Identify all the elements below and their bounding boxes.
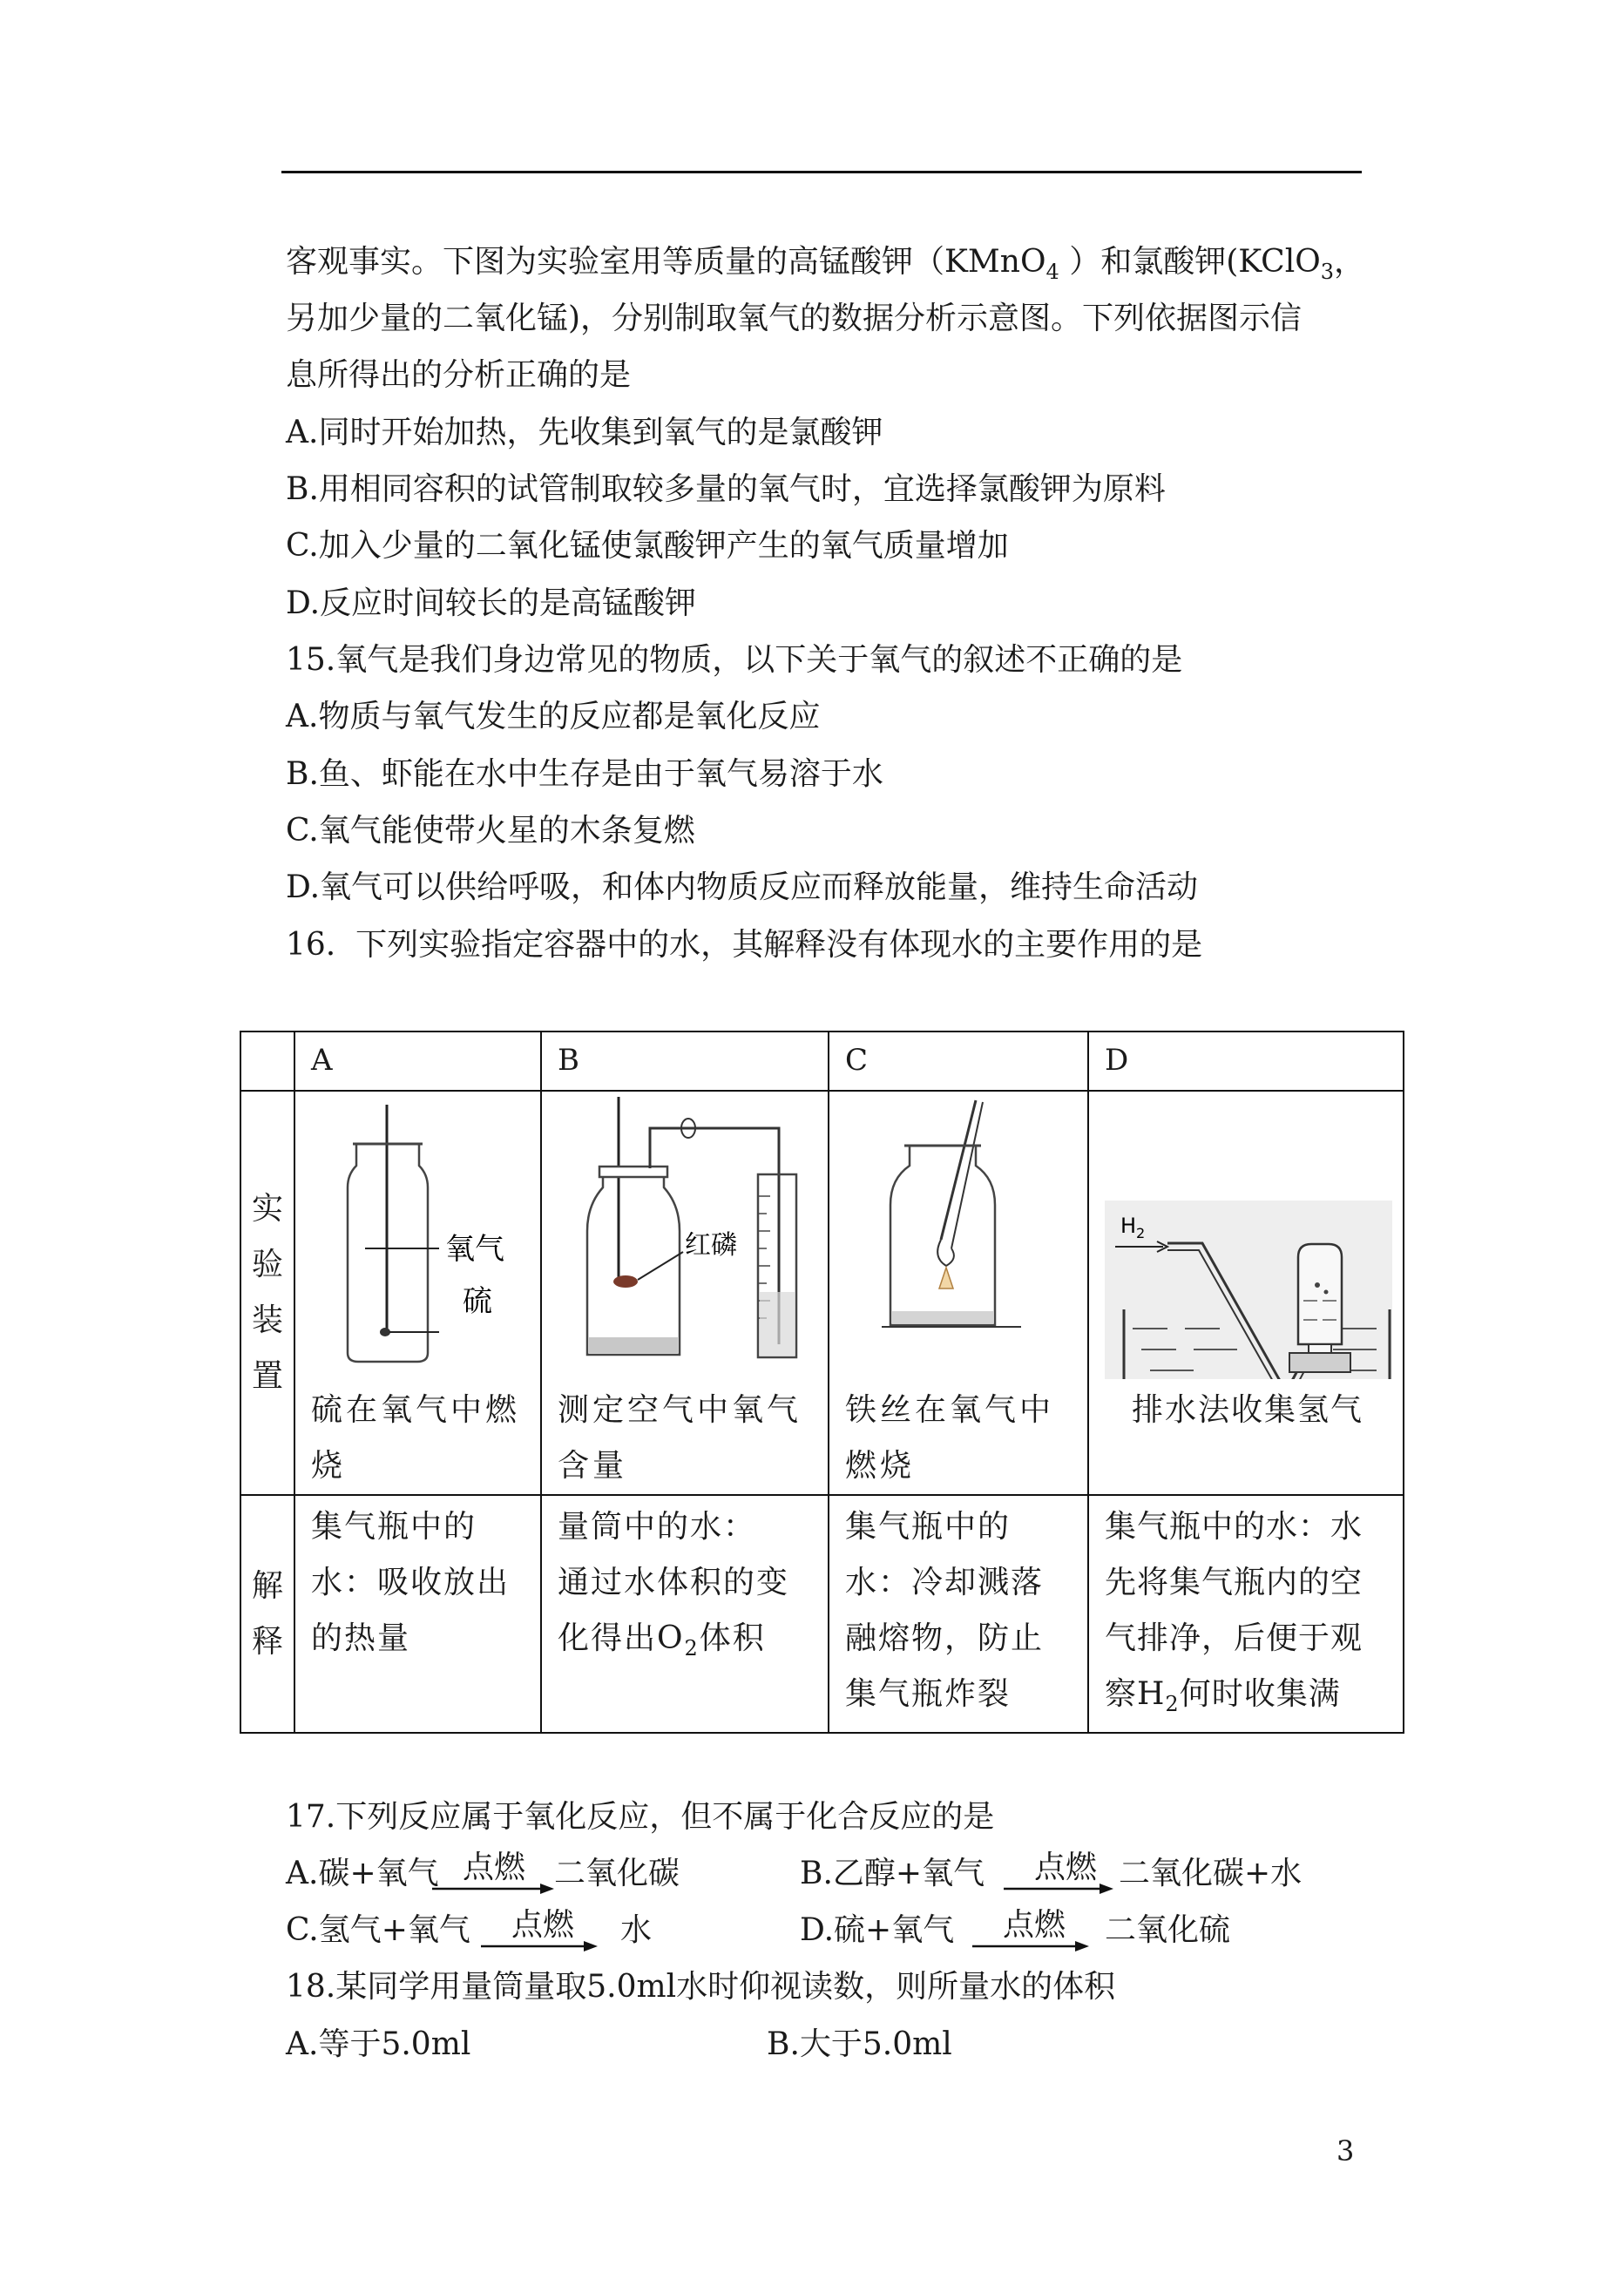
cell-apparatus-b (541, 1091, 829, 1495)
intro-line-2: 另加少量的二氧化锰)，分别制取氧气的数据分析示意图。下列依据图示信 (286, 301, 1303, 336)
q15-option-b: B.鱼、虾能在水中生存是由于氧气易溶于水 (286, 756, 883, 792)
caption-d: 排水法收集氢气 (1131, 1392, 1363, 1428)
q18-option-a: A.等于5.0ml (286, 2026, 471, 2062)
label-oxygen: 氧气 (445, 1232, 504, 1267)
caption-c: 铁丝在氧气中燃烧 (845, 1392, 1055, 1484)
experiment-table (240, 1031, 1404, 1734)
q17-b-right: 二氧化碳+水 (1119, 1856, 1303, 1891)
cell-apparatus-d (1088, 1091, 1404, 1495)
q18-stem: 18.某同学用量筒量取5.0ml水时仰视读数，则所量水的体积 (286, 1969, 1116, 2005)
iron-wire-diagram (829, 1092, 1087, 1379)
sulfur-burning-diagram (295, 1092, 539, 1379)
q14-option-b: B.用相同容积的试管制取较多量的氧气时，宜选择氯酸钾为原料 (286, 471, 1166, 507)
q17-b-left: B.乙醇+氧气 (800, 1856, 985, 1891)
label-red-phosphorus: 红磷 (685, 1230, 737, 1261)
oxygen-content-diagram (542, 1092, 828, 1379)
label-sulfur: 硫 (463, 1284, 492, 1319)
q17-stem: 17.下列反应属于氧化反应，但不属于化合反应的是 (286, 1799, 995, 1835)
q14-option-c: C.加入少量的二氧化锰使氯酸钾产生的氧气质量增加 (286, 528, 1009, 564)
page-number: 3 (1336, 2134, 1355, 2168)
table-header-b: B (541, 1032, 829, 1091)
q17-d-arrow: 点燃 (969, 1908, 1100, 1960)
q17-d-right: 二氧化硫 (1105, 1912, 1231, 1948)
table-header-d: D (1088, 1032, 1404, 1091)
q17-a-right: 二氧化碳 (554, 1856, 680, 1891)
row-label-explanation: 解释 (240, 1495, 294, 1733)
q15-option-a: A.物质与氧气发生的反应都是氧化反应 (286, 699, 821, 734)
intro-line-3: 息所得出的分析正确的是 (286, 357, 632, 393)
table-header-a: A (294, 1032, 541, 1091)
q17-c-right: 水 (620, 1912, 653, 1948)
q14-option-a: A.同时开始加热，先收集到氧气的是氯酸钾 (286, 415, 883, 450)
cell-explain-c: 集气瓶中的水：冷却溅落融熔物，防止集气瓶炸裂 (829, 1495, 1088, 1733)
q17-d-left: D.硫+氧气 (800, 1912, 955, 1948)
caption-b: 测定空气中氧气含量 (558, 1392, 802, 1484)
caption-a: 硫在氧气中燃烧 (311, 1392, 521, 1484)
q15-stem: 15.氧气是我们身边常见的物质，以下关于氧气的叙述不正确的是 (286, 642, 1183, 678)
cell-explain-d: 集气瓶中的水：水先将集气瓶内的空气排净，后便于观察$H_2$何时收集满 (1088, 1495, 1404, 1733)
intro-line-1: 客观事实。下图为实验室用等质量的高锰酸钾（KMnO$_4$ ）和氯酸钾(KClO$_3$， (286, 244, 1366, 284)
cell-explain-b: 量筒中的水： 通过水体积的变化得出$O_2$体积 (541, 1495, 829, 1733)
q17-b-arrow: 点燃 (1000, 1850, 1131, 1903)
label-h2: $H_2$ (1120, 1214, 1146, 1241)
q15-option-d: D.氧气可以供给呼吸，和体内物质反应而释放能量，维持生命活动 (286, 869, 1199, 905)
table-header-c: C (829, 1032, 1088, 1091)
q17-c-left: C.氢气+氧气 (286, 1912, 470, 1948)
q18-option-b: B.大于5.0ml (767, 2026, 952, 2062)
q17-a-arrow: 点燃 (429, 1850, 559, 1903)
cell-explain-a: 集气瓶中的水：吸收放出的热量 (294, 1495, 541, 1733)
q17-a-left: A.碳+氧气 (286, 1856, 439, 1891)
table-corner-cell (240, 1032, 294, 1091)
hydrogen-collection-diagram (1089, 1092, 1403, 1379)
header-rule (281, 171, 1362, 173)
cell-apparatus-a (294, 1091, 541, 1495)
cell-apparatus-c (829, 1091, 1088, 1495)
row-label-apparatus: 实验装置 (240, 1091, 294, 1495)
q14-option-d: D.反应时间较长的是高锰酸钾 (286, 585, 697, 621)
q17-c-arrow: 点燃 (477, 1908, 608, 1960)
q16-stem: 16. 下列实验指定容器中的水，其解释没有体现水的主要作用的是 (286, 927, 1203, 963)
q15-option-c: C.氧气能使带火星的木条复燃 (286, 813, 695, 849)
